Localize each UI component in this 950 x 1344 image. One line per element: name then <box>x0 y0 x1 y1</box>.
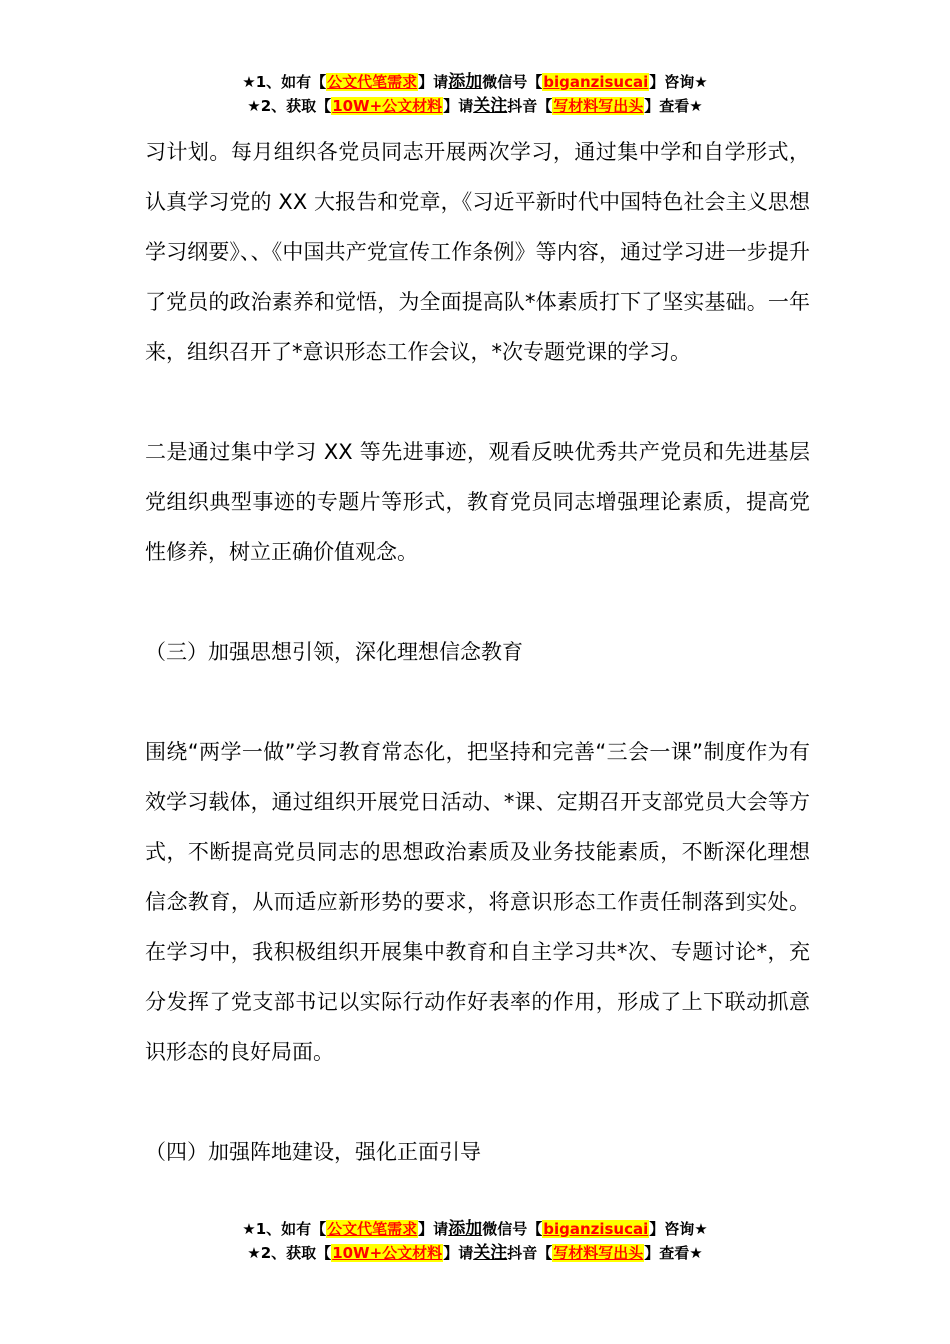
banner-text: 】查看★ <box>644 1244 703 1262</box>
banner-text: 】咨询★ <box>649 1220 708 1238</box>
highlight-text: 公文代笔需求 <box>327 73 418 91</box>
banner-emphasis: 添加 <box>448 1219 483 1239</box>
footer-banner <box>0 1217 950 1265</box>
banner-text: 】请 <box>443 97 474 115</box>
highlight-text: 写材料写出头 <box>553 97 644 115</box>
banner-line-2 <box>0 1241 950 1265</box>
banner-text: ★1、如有【 <box>242 73 327 91</box>
highlight-text: 写材料写出头 <box>553 1244 644 1262</box>
banner-text: 】咨询★ <box>649 73 708 91</box>
banner-text: 微信号【 <box>482 1220 543 1238</box>
paragraph-gap <box>145 577 810 627</box>
banner-text: 抖音【 <box>507 1244 553 1262</box>
highlight-text: biganzisucai <box>543 73 649 91</box>
banner-emphasis: 关注 <box>473 96 508 116</box>
banner-text: ★1、如有【 <box>242 1220 327 1238</box>
section-heading-3: （三）加强思想引领，深化理想信念教育 <box>145 640 523 664</box>
banner-text: 】请 <box>418 1220 449 1238</box>
banner-text: 】请 <box>418 73 449 91</box>
paragraph-gap <box>145 677 810 727</box>
banner-line-2 <box>0 94 950 118</box>
paragraph-gap <box>145 1077 810 1127</box>
banner-text: 】请 <box>443 1244 474 1262</box>
banner-text: ★2、获取【 <box>247 97 332 115</box>
header-banner <box>0 70 950 118</box>
section-heading-4: （四）加强阵地建设，强化正面引导 <box>145 1140 481 1164</box>
highlight-text: 公文代笔需求 <box>327 1220 418 1238</box>
highlight-text: 10W+公文材料 <box>332 97 443 115</box>
banner-text: ★2、获取【 <box>247 1244 332 1262</box>
banner-text: 抖音【 <box>507 97 553 115</box>
banner-emphasis: 添加 <box>448 72 483 92</box>
paragraph-3: 围绕“两学一做”学习教育常态化，把坚持和完善“三会一课”制度作为有效学习载体，通过组织开展党日活动、*课、定期召开支部党员大会等方式，不断提高党员同志的思想政治素质及业务技能素质，不断深化理想信念教育，从而适应新形势的要求，将意识形态工作责任制落到实处。在学习中，我积极组织开展集中教育和自主学习共*次、专题讨论*，充分发挥了党支部书记以实际行动作好表率的作用，形成了上下联动抓意识形态的良好局面。 <box>145 740 810 1064</box>
banner-line-1 <box>0 70 950 94</box>
paragraph-2: 二是通过集中学习 XX 等先进事迹，观看反映优秀共产党员和先进基层党组织典型事迹的专题片等形式，教育党员同志增强理论素质，提高党性修养，树立正确价值观念。 <box>145 440 810 564</box>
document-body <box>145 127 810 1177</box>
highlight-text: biganzisucai <box>543 1220 649 1238</box>
paragraph-1: 习计划。每月组织各党员同志开展两次学习，通过集中学和自学形式，认真学习党的 XX 大报告和党章，《习近平新时代中国特色社会主义思想学习纲要》、、《中国共产党宣传工作条例》等内容，通过学习进一步提升了党员的政治素养和觉悟，为全面提高队*体素质打下了坚实基础。一年来，组织召开了*意识形态工作会议，*次专题党课的学习。 <box>145 140 810 364</box>
banner-text: 微信号【 <box>482 73 543 91</box>
banner-line-1 <box>0 1217 950 1241</box>
banner-text: 】查看★ <box>644 97 703 115</box>
banner-emphasis: 关注 <box>473 1243 508 1263</box>
highlight-text: 10W+公文材料 <box>332 1244 443 1262</box>
paragraph-gap <box>145 377 810 427</box>
